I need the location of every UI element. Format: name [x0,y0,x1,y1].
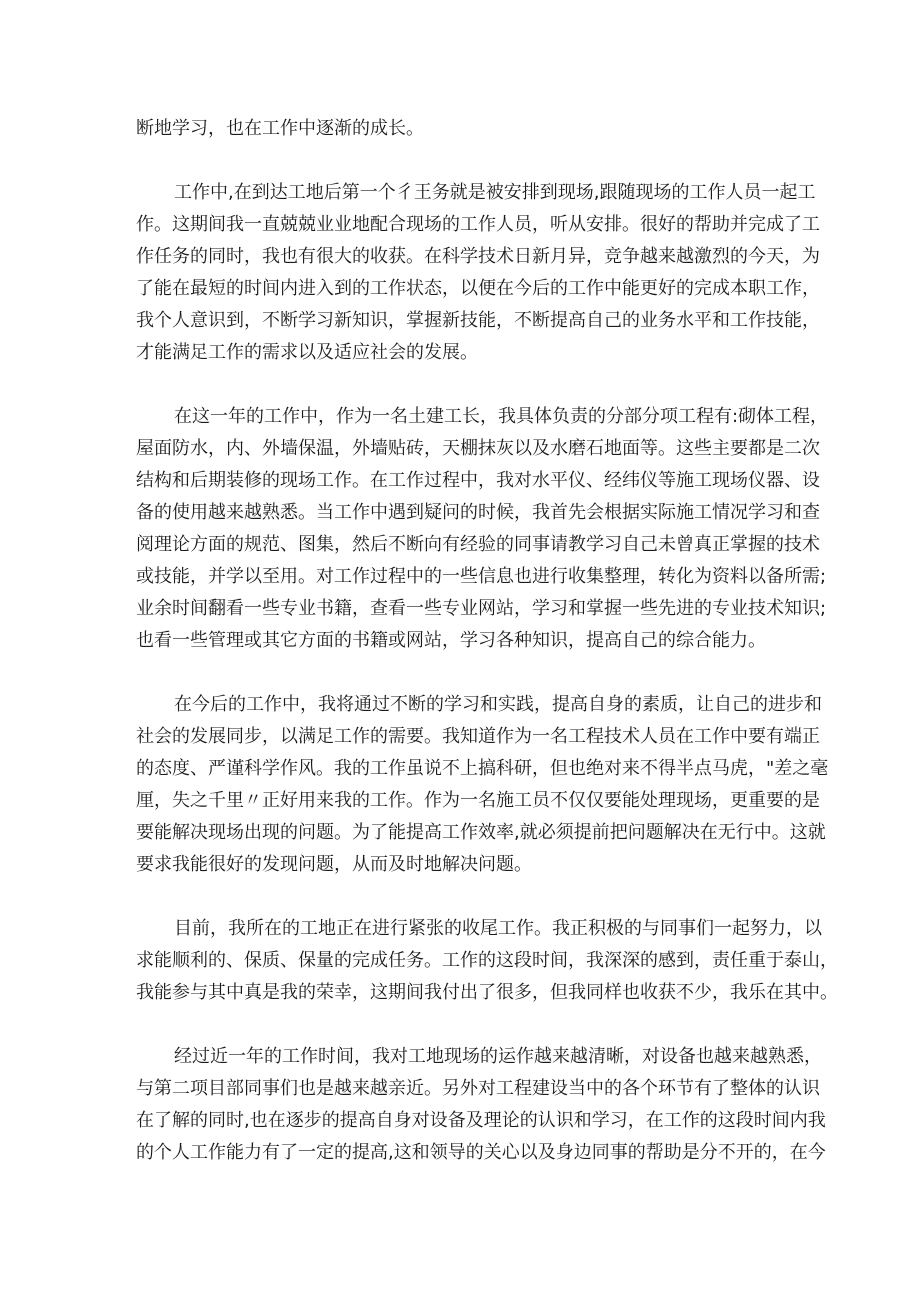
paragraph-line: 工作中,在到达工地后第一个彳王务就是被安排到现场,跟随现场的工作人员一起工 [174,182,816,203]
paragraph-line: 的个人工作能力有了一定的提高,这和领导的关心以及身边同事的帮助是分不开的，在今 [136,1142,826,1163]
paragraph-line: 我能参与其中真是我的荣幸，这期间我付出了很多，但我同样也收获不少，我乐在其中。 [136,982,838,1003]
paragraph-line: 在了解的同时,也在逐步的提高自身对设备及理论的认识和学习，在工作的这段时间内我 [136,1110,826,1131]
paragraph-line: 业余时间翻看一些专业书籍，查看一些专业网站，学习和掌握一些先进的专业技术知识; [136,598,827,619]
paragraph-line: 社会的发展同步，以满足工作的需要。我知道作为一名工程技术人员在工作中要有端正 [136,726,820,747]
paragraph-line: 结构和后期装修的现场工作。在工作过程中，我对水平仪、经纬仪等施工现场仪器、设 [136,470,820,491]
paragraph-line: 求能顺利的、保质、保量的完成任务。工作的这段时间，我深深的感到，责任重于泰山， [136,950,838,971]
paragraph-line: 与第二项目部同事们也是越来越亲近。另外对工程建设当中的各个环节有了整体的认识 [136,1078,820,1099]
paragraph-line: 备的使用越来越熟悉。当工作中遇到疑问的时候，我首先会根据实际施工情况学习和查 [136,502,820,523]
paragraph-line: 也看一些管理或其它方面的书籍或网站，学习各种知识，提高自己的综合能力。 [136,630,766,651]
paragraph-line: 我个人意识到，不断学习新知识，掌握新技能，不断提高自己的业务水平和工作技能， [136,310,820,331]
paragraph-line: 才能满足工作的需求以及适应社会的发展。 [136,342,478,363]
paragraph-line: 阅理论方面的规范、图集，然后不断向有经验的同事请教学习自己未曾真正掌握的技术 [136,534,820,555]
paragraph-line: 在这一年的工作中，作为一名土建工长，我具体负责的分部分项工程有:砌体工程， [174,406,829,427]
paragraph-line: 要能解决现场出现的问题。为了能提高工作效率,就必须提前把问题解决在无行中。这就 [136,822,826,843]
paragraph-line: 目前，我所在的工地正在进行紧张的收尾工作。我正积极的与同事们一起努力，以 [174,918,822,939]
paragraph-line: 屋面防水，内、外墙保温，外墙贴砖，天棚抹灰以及水磨石地面等。这些主要都是二次 [136,438,820,459]
paragraph-line: 厘，失之千里〃正好用来我的工作。作为一名施工员不仅仅要能处理现场，更重要的是 [136,790,820,811]
paragraph-line: 经过近一年的工作时间，我对工地现场的运作越来越清晰，对设备也越来越熟悉， [174,1046,822,1067]
paragraph-line: 的态度、严谨科学作风。我的工作虽说不上搞科研，但也绝对来不得半点马虎，"差之毫 [136,758,829,779]
paragraph-line: 在今后的工作中，我将通过不断的学习和实践，提高自身的素质，让自己的进步和 [174,694,822,715]
paragraph-line: 或技能，并学以至用。对工作过程中的一些信息也进行收集整理，转化为资料以备所需; [136,566,827,587]
paragraph-line: 断地学习，也在工作中逐渐的成长。 [136,118,424,139]
paragraph-line: 作。这期间我一直兢兢业业地配合现场的工作人员，听从安排。很好的帮助并完成了工 [136,214,820,235]
paragraph-line: 要求我能很好的发现问题，从而及时地解决问题。 [136,854,532,875]
paragraph-line: 了能在最短的时间内进入到的工作状态，以便在今后的工作中能更好的完成本职工作， [136,278,820,299]
paragraph-line: 作任务的同时，我也有很大的收获。在科学技术日新月异，竞争越来越激烈的今天，为 [136,246,820,267]
